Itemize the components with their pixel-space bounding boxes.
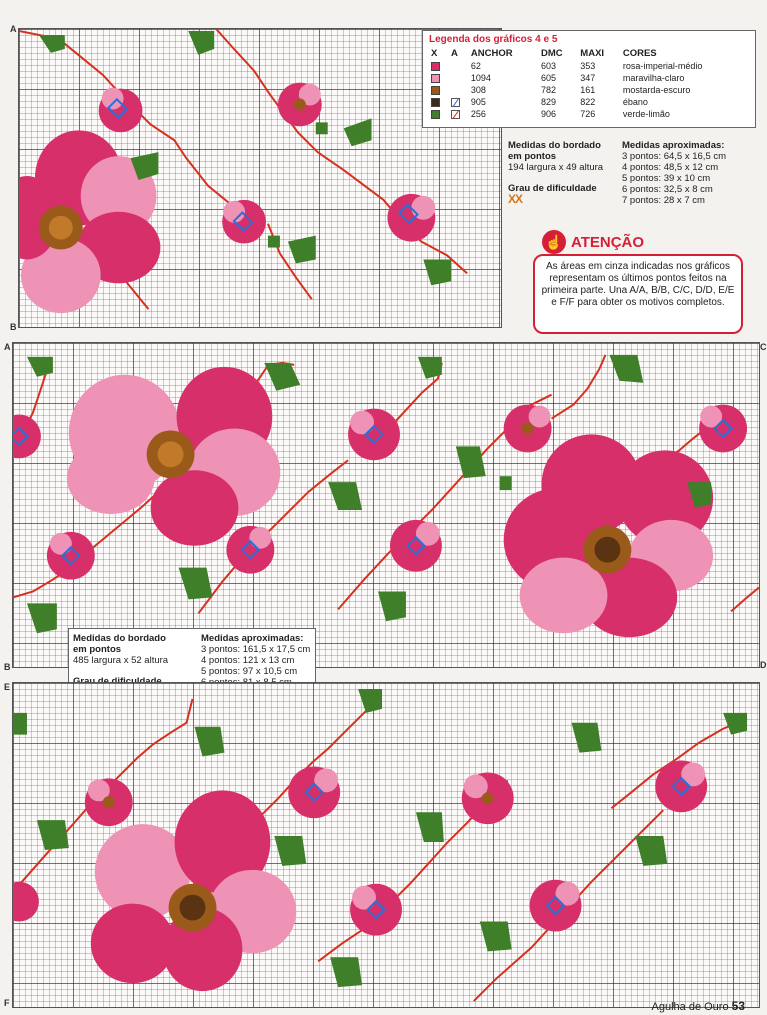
info-2-size: 485 largura x 52 altura	[73, 655, 169, 666]
info-2-heading-2: em pontos	[73, 644, 122, 655]
attention-title: ATENÇÃO	[571, 233, 645, 251]
legend-dmc: 906	[540, 109, 556, 119]
chart-2-bud-5	[390, 520, 442, 572]
legend-anchor: 905	[470, 97, 486, 107]
hand-pointing-icon: ☝	[542, 230, 566, 254]
info-1-size: 194 largura x 49 altura	[508, 162, 604, 173]
info-1-difficulty-label: Grau de dificuldade	[508, 183, 597, 194]
info-1-approx-4: 4 pontos: 48,5 x 12 cm	[622, 162, 719, 173]
chart-2-large-flower-1	[67, 367, 280, 546]
measurements-stitches-1	[508, 140, 612, 206]
chart-2-corner-top-right: C	[760, 342, 767, 352]
info-2-approx-heading: Medidas aproximadas:	[201, 633, 304, 644]
chart-1-corner-bottom-left: B	[10, 322, 17, 332]
chart-1-bud-2	[278, 83, 322, 127]
info-2-approx-4: 4 pontos: 121 x 13 cm	[201, 655, 295, 666]
chart-2-motifs	[13, 343, 759, 667]
chart-2-stem-7	[552, 355, 606, 419]
info-2-approx-5: 5 pontos: 97 x 10,5 cm	[201, 666, 298, 677]
page-number: 53	[731, 999, 745, 1013]
chart-3-bud-1	[85, 778, 133, 826]
color-swatch	[431, 62, 440, 71]
info-1-heading-2: em pontos	[508, 151, 557, 162]
legend-maxi: 161	[580, 85, 596, 95]
chart-1-bud-4	[387, 194, 435, 242]
legend-color-name: rosa-imperial-médio	[622, 61, 703, 71]
legend-dmc: 782	[540, 85, 556, 95]
info-1-approx-3: 3 pontos: 64,5 x 16,5 cm	[622, 151, 727, 162]
chart-2-bud-7	[699, 405, 747, 453]
legend-anchor: 1094	[470, 73, 491, 83]
info-2-heading-1: Medidas do bordado	[73, 633, 166, 644]
legend-row	[429, 72, 749, 84]
legend-header-a: A	[450, 48, 458, 59]
chart-3-bud-4	[655, 761, 707, 813]
legend-header-cores: CORES	[622, 48, 657, 59]
legend-header-dmc: DMC	[540, 48, 563, 59]
approx-sizes-1	[622, 140, 752, 206]
magazine-name: Agulha de Ouro	[651, 1001, 729, 1013]
chart-2-corner-bottom-right: D	[760, 660, 767, 670]
legend-anchor: 308	[470, 85, 486, 95]
legend-maxi: 347	[580, 73, 596, 83]
legend-color-name: mostarda-escuro	[622, 85, 691, 95]
color-swatch	[431, 74, 440, 83]
chart-2-corner-top-left: A	[4, 342, 11, 352]
color-legend	[422, 30, 756, 128]
chart-2-bud-4	[348, 409, 400, 461]
chart-3-bud-3	[462, 772, 514, 824]
legend-row	[429, 108, 749, 120]
legend-maxi: 353	[580, 61, 596, 71]
legend-dmc: 829	[540, 97, 556, 107]
attention-box	[533, 254, 743, 334]
chart-2-bud-6	[504, 405, 552, 453]
attention-heading	[542, 230, 644, 254]
legend-row	[429, 60, 749, 72]
chart-3-bud-7	[13, 882, 39, 922]
info-2-approx-3: 3 pontos: 161,5 x 17,5 cm	[201, 644, 311, 655]
info-1-approx-6: 6 pontos: 32,5 x 8 cm	[622, 184, 713, 195]
legend-color-name: verde-limão	[622, 109, 670, 119]
legend-header-row	[429, 47, 749, 60]
color-swatch	[431, 86, 440, 95]
info-1-heading-1: Medidas do bordado	[508, 140, 601, 151]
backstitch-red-icon	[451, 110, 460, 119]
attention-text: As áreas em cinza indicadas nos gráficos representam os últimos pontos feitos na primeira parte. Una A/A, B/B, C/C, D/D, E/E e F/F para obter os motivos completos.	[541, 261, 735, 308]
info-1-approx-heading: Medidas aproximadas:	[622, 140, 725, 151]
info-1-approx-7: 7 pontos: 28 x 7 cm	[622, 195, 705, 206]
cross-stitch-chart-2	[12, 342, 760, 668]
chart-2-bud-2	[47, 532, 95, 580]
legend-anchor: 62	[470, 61, 481, 71]
chart-1-bud-1	[99, 88, 143, 133]
legend-row	[429, 84, 749, 96]
legend-header-x: X	[431, 48, 438, 59]
chart-2-bud-3	[226, 526, 274, 574]
chart-2-corner-bottom-left: B	[4, 662, 11, 672]
chart-3-corner-bottom-left: F	[4, 998, 10, 1008]
chart-1-corner-top-left: A	[10, 24, 17, 34]
chart-1-bud-3	[222, 200, 266, 244]
chart-2-large-flower-2	[504, 434, 713, 637]
legend-table	[429, 47, 749, 120]
legend-header-maxi: MAXI	[580, 48, 605, 59]
legend-dmc: 605	[540, 73, 556, 83]
legend-dmc: 603	[540, 61, 556, 71]
legend-color-name: ébano	[622, 97, 648, 107]
chart-3-bud-2	[288, 766, 340, 818]
legend-title: Legenda dos gráficos 4 e 5	[429, 34, 558, 45]
legend-maxi: 822	[580, 97, 596, 107]
chart-3-bud-6	[530, 880, 582, 932]
legend-color-name: maravilha-claro	[622, 73, 685, 83]
info-1-approx-5: 5 pontos: 39 x 10 cm	[622, 173, 711, 184]
cross-stitch-chart-3	[12, 682, 760, 1008]
chart-2-bud-1	[13, 415, 41, 459]
chart-2-stem-9	[731, 587, 759, 611]
chart-3-corner-top-left: E	[4, 682, 11, 692]
page-footer	[652, 999, 745, 1013]
color-swatch	[431, 98, 440, 107]
color-swatch	[431, 110, 440, 119]
chart-3-motifs	[13, 683, 759, 1007]
difficulty-marks-1: XX	[508, 192, 523, 206]
legend-anchor: 256	[470, 109, 486, 119]
chart-3-bud-5	[350, 884, 402, 936]
legend-header-anchor: ANCHOR	[470, 48, 513, 59]
backstitch-blue-icon	[451, 98, 460, 107]
legend-maxi: 726	[580, 109, 596, 119]
legend-row	[429, 96, 749, 108]
